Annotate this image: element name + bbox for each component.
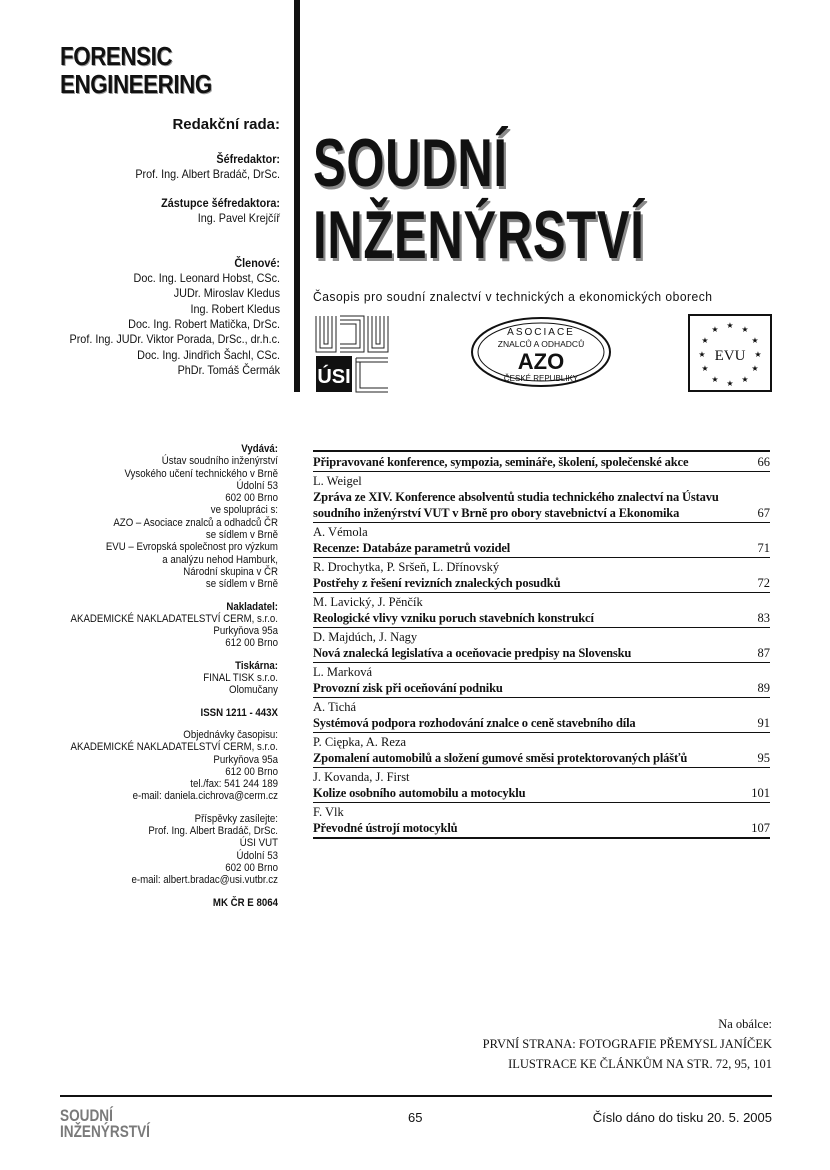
editorial-board <box>40 116 280 379</box>
member-name: JUDr. Miroslav Kledus <box>173 286 280 301</box>
print-date: Číslo dáno do tisku 20. 5. 2005 <box>592 1110 772 1125</box>
objednavky-line: Objednávky časopisu: <box>183 728 278 741</box>
svg-text:★: ★ <box>711 325 719 334</box>
toc-authors: M. Lavický, J. Pěnčík <box>313 595 423 609</box>
member-name: Doc. Ing. Leonard Hobst, CSc. <box>133 270 280 285</box>
toc-title: Postřehy z řešení revizních znaleckých posudků <box>313 576 561 590</box>
vydava-line: ve spolupráci s: <box>210 504 278 517</box>
svg-text:★: ★ <box>701 336 709 345</box>
usi-logo <box>314 314 390 394</box>
toc-title: Kolize osobního automobilu a motocyklu <box>313 786 526 800</box>
objednavky-line: tel./fax: 541 244 189 <box>190 778 278 791</box>
azo-arc-top: ASOCIACE <box>507 327 575 338</box>
masthead-subtitle: Časopis pro soudní znalectví v technických a ekonomických oborech <box>313 290 713 304</box>
toc-entry[interactable] <box>313 698 770 733</box>
footer-rule <box>60 1095 772 1097</box>
toc-authors: R. Drochytka, P. Sršeň, L. Dřínovský <box>313 560 500 574</box>
vydava-line: Údolní 53 <box>236 479 278 492</box>
deputy-name: Ing. Pavel Krejčíř <box>197 211 280 226</box>
member-name: Doc. Ing. Robert Matička, DrSc. <box>128 317 280 332</box>
prispevky-line: ÚSI VUT <box>239 837 278 850</box>
toc-page: 87 <box>757 646 770 660</box>
issn: ISSN 1211 - 443X <box>200 706 278 719</box>
evu-text: EVU <box>714 348 746 364</box>
toc-page: 95 <box>757 751 770 765</box>
nakladatel-line: 612 00 Brno <box>225 637 278 650</box>
toc-page: 91 <box>757 716 770 730</box>
vydava-line: Ústav soudního inženýrství <box>161 455 278 468</box>
toc-page: 66 <box>757 455 770 469</box>
toc-authors: A. Tichá <box>313 700 357 714</box>
tiskarna-line: Olomučany <box>229 684 278 697</box>
vydava-line: EVU – Evropská společnost pro výzkum <box>105 541 278 554</box>
member-name: Doc. Ing. Jindřich Šachl, CSc. <box>137 347 280 362</box>
vydava-line: se sídlem v Brně <box>205 529 278 542</box>
vydava-line: 602 00 Brno <box>225 492 278 505</box>
toc-authors: J. Kovanda, J. First <box>313 770 410 784</box>
deputy-role: Zástupce šéfredaktora: <box>161 196 280 211</box>
toc-title: Provozní zisk při oceňování podniku <box>313 681 503 695</box>
toc-authors: F. Vlk <box>313 805 344 819</box>
svg-text:★: ★ <box>741 325 749 334</box>
svg-text:★: ★ <box>711 375 719 384</box>
forensic-line: FORENSIC <box>60 41 173 71</box>
toc-entry[interactable] <box>313 452 770 472</box>
azo-arc-bottom: ČESKÉ REPUBLIKY <box>503 374 579 383</box>
svg-text:★: ★ <box>741 375 749 384</box>
member-name: PhDr. Tomáš Čermák <box>177 363 280 378</box>
toc-entry[interactable] <box>313 768 770 803</box>
svg-text:★: ★ <box>751 364 759 373</box>
svg-text:★: ★ <box>698 350 706 359</box>
tiskarna-label: Tiskárna: <box>235 659 278 672</box>
toc-entry[interactable] <box>313 558 770 593</box>
objednavky-email: e-mail: daniela.cichrova@cerm.cz <box>132 790 278 803</box>
toc-title: Nová znalecká legislatíva a oceňovacie predpisy na Slovensku <box>313 646 632 660</box>
usi-logo-text: ÚSI <box>317 366 351 388</box>
vydava-label: Vydává: <box>241 443 278 455</box>
footer-logo <box>60 1108 150 1140</box>
toc-entry[interactable] <box>313 523 770 558</box>
toc-authors: P. Ciępka, A. Reza <box>313 735 407 749</box>
toc-title-cont: soudního inženýrství VUT v Brně pro obory stavebnictví a Ekonomika <box>313 506 680 520</box>
vydava-line: Vysokého učení technického v Brně <box>124 467 278 480</box>
prispevky-line: Údolní 53 <box>236 849 278 862</box>
vydava-line: se sídlem v Brně <box>205 578 278 591</box>
toc-authors: L. Weigel <box>313 474 362 488</box>
footer-logo-line2: INŽENÝRSTVÍ <box>60 1122 150 1141</box>
members-role: Členové: <box>234 255 280 270</box>
toc-authors: D. Majdúch, J. Nagy <box>313 630 418 644</box>
toc-entry[interactable] <box>313 593 770 628</box>
azo-subline: ZNALCŮ A ODHADCŮ <box>497 339 585 349</box>
prispevky-line: Prof. Ing. Albert Bradáč, DrSc. <box>148 825 278 838</box>
mk-registration: MK ČR E 8064 <box>212 896 278 909</box>
toc-title: Zpráva ze XIV. Konference absolventů studia technického znalectví na Ústavu <box>313 490 719 504</box>
engineering-line: ENGINEERING <box>60 69 212 99</box>
editor-name: Prof. Ing. Albert Bradáč, DrSc. <box>135 167 280 181</box>
toc-page: 83 <box>757 611 770 625</box>
vertical-rule <box>294 0 300 392</box>
cover-note <box>483 1014 772 1074</box>
toc-entry[interactable] <box>313 803 770 837</box>
page-number: 65 <box>408 1110 423 1125</box>
member-name: Ing. Robert Kledus <box>190 301 280 316</box>
forensic-engineering-title <box>60 42 258 98</box>
toc-entry[interactable] <box>313 628 770 663</box>
toc-page: 71 <box>757 541 770 555</box>
nakladatel-label: Nakladatel: <box>226 600 278 613</box>
svg-text:★: ★ <box>726 321 734 330</box>
board-heading: Redakční rada: <box>172 116 280 133</box>
toc-title: Systémová podpora rozhodování znalce o ceně stavebního díla <box>313 716 636 730</box>
azo-big-text: AZO <box>517 349 565 374</box>
toc-authors: L. Marková <box>313 665 373 679</box>
toc-page: 101 <box>751 786 770 800</box>
toc-entry[interactable] <box>313 472 770 523</box>
toc-authors: A. Vémola <box>313 525 368 539</box>
prispevky-line: 602 00 Brno <box>225 861 278 874</box>
svg-text:★: ★ <box>701 364 709 373</box>
cover-line: PRVNÍ STRANA: FOTOGRAFIE PŘEMYSL JANÍČEK <box>482 1037 772 1051</box>
vydava-line: Národní skupina v ČR <box>183 565 278 578</box>
toc-page: 89 <box>757 681 770 695</box>
toc-page: 72 <box>757 576 770 590</box>
publisher-info <box>40 443 278 909</box>
cover-label: Na obálce: <box>718 1017 772 1031</box>
toc-title: Recenze: Databáze parametrů vozidel <box>313 541 511 555</box>
svg-text:★: ★ <box>726 379 734 388</box>
toc-page: 67 <box>757 506 770 520</box>
svg-text:★: ★ <box>751 336 759 345</box>
vydava-line: AZO – Asociace znalců a odhadců ČR <box>113 516 278 529</box>
toc-entry[interactable] <box>313 663 770 698</box>
svg-text:★: ★ <box>754 350 762 359</box>
prispevky-email: e-mail: albert.bradac@usi.vutbr.cz <box>131 874 278 887</box>
masthead <box>313 125 783 304</box>
masthead-title-line1: SOUDNÍ <box>313 125 508 201</box>
azo-logo <box>470 316 612 388</box>
toc-title: Převodné ústrojí motocyklů <box>313 821 458 835</box>
objednavky-line: AKADEMICKÉ NAKLADATELSTVÍ CERM, s.r.o. <box>70 741 278 754</box>
nakladatel-line: Purkyňova 95a <box>213 625 278 638</box>
prispevky-line: Příspěvky zasílejte: <box>194 812 278 825</box>
table-of-contents <box>313 450 770 839</box>
evu-logo <box>688 314 772 392</box>
masthead-title-line2: INŽENÝRSTVÍ <box>313 197 645 273</box>
objednavky-line: 612 00 Brno <box>225 765 278 778</box>
tiskarna-line: FINAL TISK s.r.o. <box>203 672 278 685</box>
footer-logo-line1: SOUDNÍ <box>60 1106 113 1125</box>
member-name: Prof. Ing. JUDr. Viktor Porada, DrSc., dr.h.c. <box>69 332 280 347</box>
toc-entry[interactable] <box>313 733 770 768</box>
editor-role: Šéfredaktor: <box>216 152 280 166</box>
toc-title: Připravované konference, sympozia, semináře, školení, společenské akce <box>313 455 689 469</box>
toc-title: Reologické vlivy vzniku poruch stavebních konstrukcí <box>313 611 594 625</box>
objednavky-line: Purkyňova 95a <box>213 753 278 766</box>
toc-title: Zpomalení automobilů a složení gumové směsi protektorovaných plášťů <box>313 751 688 765</box>
toc-page: 107 <box>751 821 770 835</box>
cover-line: ILUSTRACE KE ČLÁNKŮM NA STR. 72, 95, 101 <box>508 1057 772 1071</box>
vydava-line: a analýzu nehod Hamburk, <box>162 553 278 566</box>
nakladatel-line: AKADEMICKÉ NAKLADATELSTVÍ CERM, s.r.o. <box>70 612 278 625</box>
